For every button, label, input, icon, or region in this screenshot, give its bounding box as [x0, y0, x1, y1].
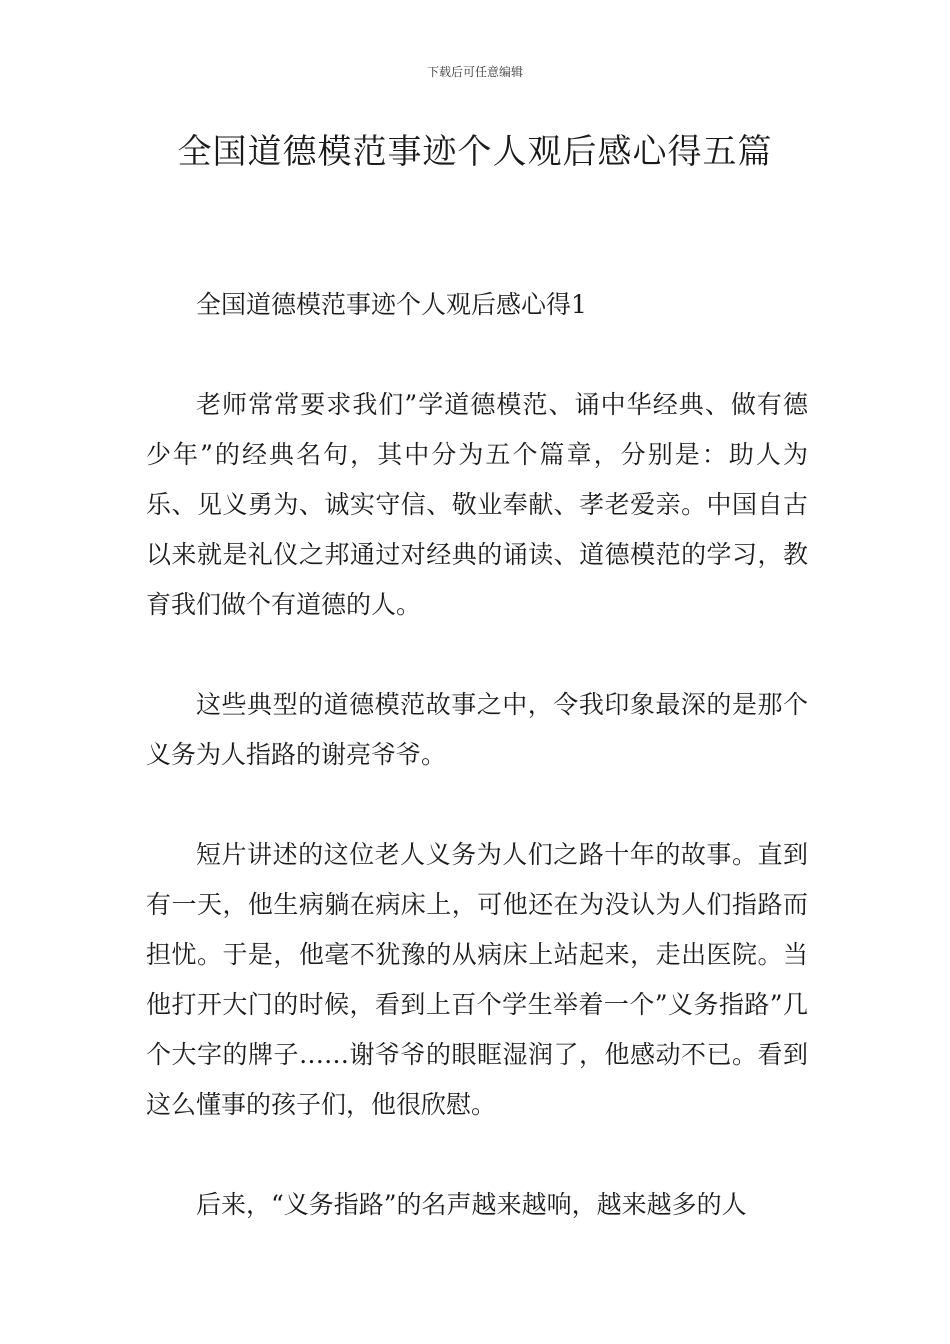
paragraph: 后来，“义务指路”的名声越来越响，越来越多的人	[196, 1190, 747, 1219]
section-heading: 全国道德模范事迹个人观后感心得1	[196, 290, 587, 319]
document-title: 全国道德模范事迹个人观后感心得五篇	[177, 132, 773, 172]
paragraph: 短片讲述的这位老人义务为人们之路十年的故事。直到有一天，他生病躺在病床上，可他还在为没认为人们指路而担忧。于是，他毫不犹豫的从病床上站起来，走出医院。当他打开大门的时候，看到上百个学生举着一个”义务指路”几个大字的牌子……谢爷爷的眼眶湿润了，他感动不已。看到这么懂事的孩子们，他很欣慰。	[146, 840, 808, 1119]
paragraph: 老师常常要求我们”学道德模范、诵中华经典、做有德少年”的经典名句，其中分为五个篇章，分别是：助人为乐、见义勇为、诚实守信、敬业奉献、孝老爱亲。中国自古以来就是礼仪之邦通过对经典的诵读、道德模范的学习，教育我们做个有道德的人。	[146, 390, 808, 619]
paragraph: 这些典型的道德模范故事之中，令我印象最深的是那个义务为人指路的谢亮爷爷。	[146, 690, 808, 769]
document-body	[146, 280, 808, 1280]
header-note: 下载后可任意编辑	[426, 65, 523, 79]
